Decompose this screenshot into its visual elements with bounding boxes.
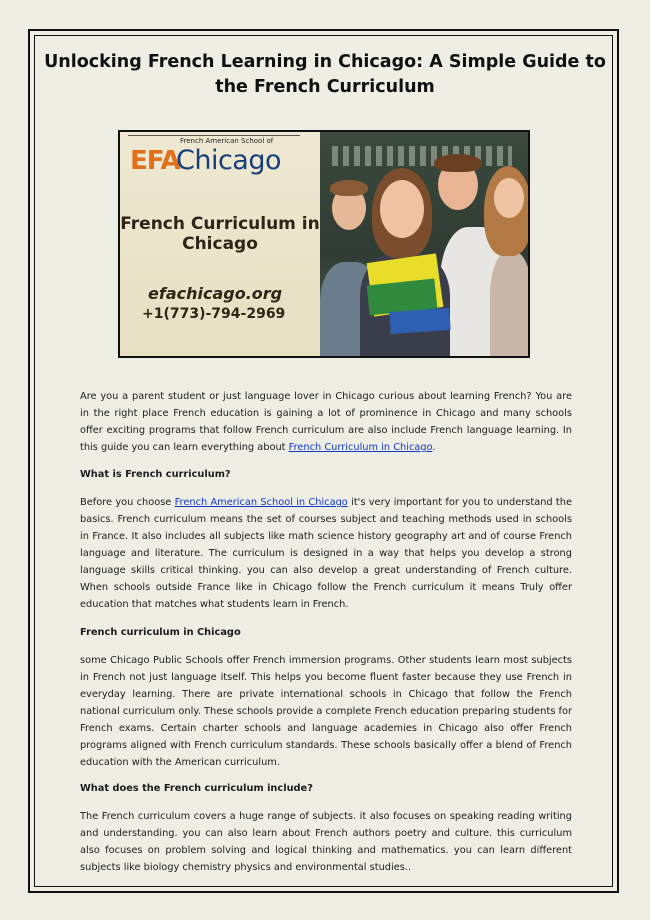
section1-paragraph — [80, 494, 572, 613]
logo-efa: EFA — [130, 146, 180, 176]
section1-text: it's very important for you to understand the basics. French curriculum means the set of courses subject and teaching methods used in schools in France. It also includes all subjects like math science history geography art and of course French language and literature. The curriculum is designed in a way that helps you develop a strong language skills critical thinking. you can also develop a great understanding of French culture. When schools outside France like in Chicago follow the French curriculum it means Truly offer education that matches what students learn in French. — [80, 497, 572, 610]
student-shirt — [490, 252, 530, 358]
banner-image — [118, 130, 530, 358]
student-hair — [330, 180, 368, 196]
student-face — [494, 178, 524, 218]
section3-paragraph: The French curriculum covers a huge range of subjects. it also focuses on speaking reading writing and understanding. you can also learn about French authors poetry and culture. this curriculum also focuses on problem solving and logical thinking and mathematics. you can learn different subjects like biology chemistry physics and environmental studies.. — [80, 811, 572, 873]
section2-paragraph: some Chicago Public Schools offer French immersion programs. Other students learn most subjects in French not just language itself. This helps you become fluent faster because they use French in everyday learning. There are private international schools in Chicago that follow the French national curriculum only. These schools provide a complete French education preparing students for French exams. Certain charter schools and language academies in Chicago also offer French programs aligned with French curriculum standards. These schools basically offer a blend of French education with the American curriculum. — [80, 655, 572, 768]
intro-text-end: . — [432, 442, 436, 453]
section1-text-start: Before you choose — [80, 497, 175, 508]
banner-phone: +1(773)-794-2969 — [142, 306, 286, 322]
students-photo — [320, 132, 530, 356]
intro-text: Are you a parent student or just language lover in Chicago curious about learning French? You are in the right place French education is gaining a lot of prominence in Chicago and many schools offer exciting programs that follow French curriculum are also include French language learning. In this guide you can learn everything about — [80, 391, 572, 453]
logo-school-name: French American School of — [180, 137, 274, 145]
student-hair — [434, 154, 482, 172]
book-blue — [389, 308, 450, 334]
document-title: Unlocking French Learning in Chicago: A Simple Guide to the French Curriculum — [44, 52, 606, 97]
heading-what-does-curriculum-include: What does the French curriculum include? — [80, 783, 313, 794]
heading-french-curriculum-chicago: French curriculum in Chicago — [80, 627, 241, 638]
chalkboard-writing — [332, 146, 512, 166]
intro-paragraph — [80, 388, 572, 456]
heading-what-is-french-curriculum: What is French curriculum? — [80, 469, 231, 480]
link-french-curriculum-chicago[interactable]: French Curriculum in Chicago — [288, 442, 433, 453]
banner-text-panel — [120, 132, 320, 356]
banner-website: efachicago.org — [148, 284, 283, 303]
student-face — [380, 180, 424, 238]
logo-chicago: Chicago — [176, 145, 282, 176]
link-french-american-school[interactable]: French American School in Chicago — [174, 497, 348, 508]
banner-heading: French Curriculum in Chicago — [120, 214, 320, 254]
school-logo — [128, 135, 300, 180]
